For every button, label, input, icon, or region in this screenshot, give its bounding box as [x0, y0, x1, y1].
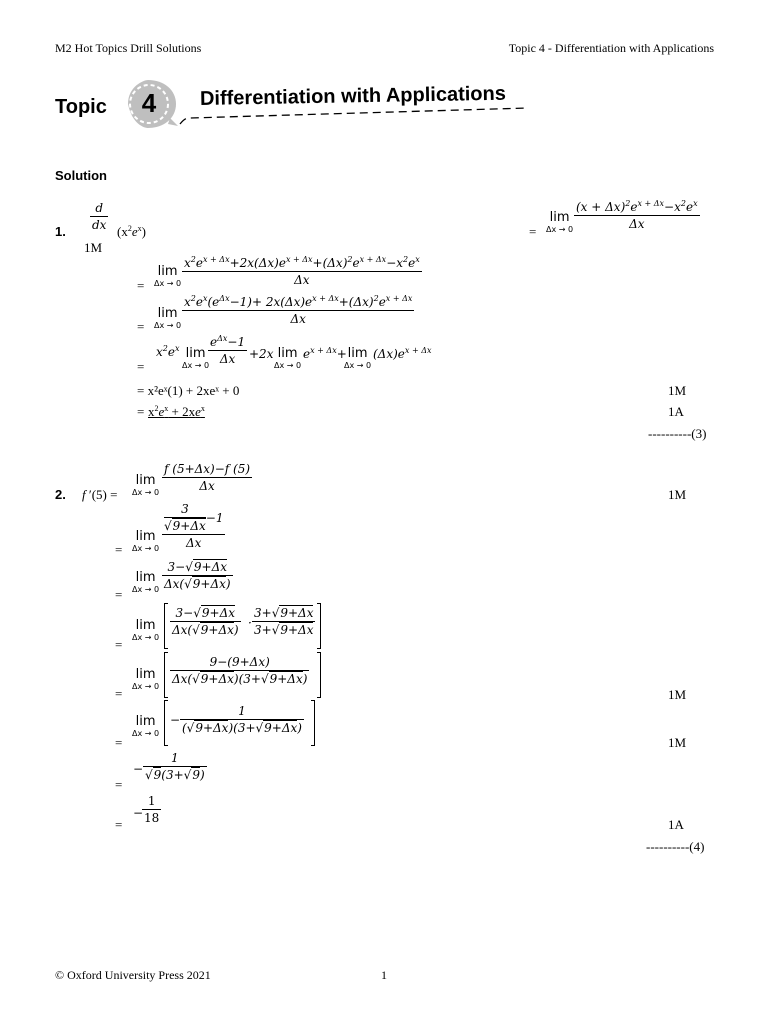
q2-step2-fraction: 3 √9+Δx −1 Δx — [164, 502, 224, 550]
topic-label: Topic — [55, 96, 107, 118]
q1-mark-3: 1A — [668, 404, 684, 419]
q1-number: 1. — [55, 224, 66, 239]
q1-step1-equals: = — [529, 224, 537, 239]
footer-page-number: 1 — [381, 968, 387, 982]
q2-step4-equals: = — [115, 637, 123, 652]
topic-title: Differentiation with Applications — [199, 82, 507, 110]
q1-step2-lim: lim Δx → 0 — [154, 264, 182, 288]
q2-step5-lim: lim Δx → 0 — [132, 667, 160, 691]
q1-final-a: = x²eˣ(1) + 2xeˣ + 0 — [137, 383, 240, 398]
q1-mark-2: 1M — [668, 383, 687, 398]
q1-step4-x2ex: $x^2e^x$ — [156, 344, 180, 359]
q2-step4-lim: lim Δx → 0 — [132, 618, 160, 642]
q2-number: 2. — [55, 487, 66, 502]
q1-step3-equals: = — [137, 319, 145, 334]
q1-step4-exdx: $e^{x + \Delta x}+$ — [303, 346, 347, 361]
q2-step1-fraction: f (5+Δx)−f (5) Δx — [164, 462, 251, 493]
q1-step1-lim: lim Δx → 0 — [546, 210, 574, 234]
q2-step4-fraction-a: 3−√9+Δx Δx(√9+Δx) — [172, 606, 239, 637]
q1-mark-1: 1M — [84, 240, 103, 255]
q2-step6-fraction: 1 (√9+Δx)(3+√9+Δx) — [182, 704, 302, 735]
q1-subtotal: ----------(3) — [648, 426, 707, 441]
q2-step4-fraction-b: 3+√9+Δx 3+√9+Δx — [254, 606, 314, 637]
q2-step3-fraction: 3−√9+Δx Δx(√9+Δx) — [164, 560, 231, 591]
q2-step6-bracket-left — [164, 700, 168, 746]
q1-step4-2x: +2x — [249, 347, 274, 361]
solution-heading: Solution — [55, 168, 107, 183]
q2-step4-bracket-left — [164, 603, 168, 649]
q2-step6-lim: lim Δx → 0 — [132, 714, 160, 738]
q2-step6-minus: − — [170, 713, 181, 727]
q2-step6-equals: = — [115, 735, 123, 750]
q2-mark-2: 1M — [668, 687, 687, 702]
q2-step6-bracket-right — [311, 700, 315, 746]
q1-step4-lim-a: lim Δx → 0 — [182, 346, 210, 370]
q1-step2-equals: = — [137, 278, 145, 293]
footer-copyright: © Oxford University Press 2021 — [55, 968, 211, 982]
q2-step8-fraction: 1 18 — [144, 794, 160, 825]
q1-step4-fraction: $e^{\Delta x}-1$ Δx — [210, 334, 246, 366]
q2-step1-lim: lim Δx → 0 — [132, 473, 160, 497]
q1-step3-lim: lim Δx → 0 — [154, 306, 182, 330]
q2-step7-fraction: 1 √9(3+√9) — [145, 751, 205, 782]
q2-step3-equals: = — [115, 587, 123, 602]
q2-step5-equals: = — [115, 686, 123, 701]
q1-final-b-eq: = — [137, 404, 145, 419]
q1-step4-lim-b: lim Δx → 0 — [274, 346, 302, 370]
q1-step2-fraction: $x^2e^{x + \Delta x}+2x(\Delta x)e^{x + \Delta x}+(\Delta x)^2e^{x + \Delta x}-x^2e^x$ Δx — [184, 255, 420, 287]
q1-step4-dxex: $(\Delta x)e^{x + \Delta x}$ — [373, 346, 432, 361]
q1-final-b: $x^2e^x + 2xe^x$ — [148, 404, 205, 419]
q2-step7-minus: − — [133, 762, 144, 776]
q2-subtotal: ----------(4) — [646, 839, 705, 854]
q2-step8-minus: − — [133, 806, 144, 820]
q1-step3-fraction: $x^2e^x(e^{\Delta x}-1)+ 2x(\Delta x)e^{x + \Delta x}+(\Delta x)^2e^{x + \Delta x}$ Δx — [184, 294, 413, 326]
topic-number: 4 — [141, 88, 157, 118]
header-left: M2 Hot Topics Drill Solutions — [55, 41, 202, 55]
q2-fprime: f ′(5) = — [82, 487, 118, 502]
q2-mark-3: 1M — [668, 735, 687, 750]
q2-mark-4: 1A — [668, 817, 684, 832]
q1-step1-fraction: $(x + \Delta x)^2e^{x + \Delta x}-x^2e^x$ Δx — [576, 199, 698, 231]
q2-step2-lim: lim Δx → 0 — [132, 529, 160, 553]
q2-step4-bracket-right — [317, 603, 321, 649]
q2-step5-bracket-right — [317, 652, 321, 698]
header-right: Topic 4 - Differentiation with Applications — [508, 41, 714, 55]
q1-d-dx: d dx — [92, 201, 107, 232]
q2-step2-equals: = — [115, 542, 123, 557]
q2-step3-lim: lim Δx → 0 — [132, 570, 160, 594]
q2-step8-equals: = — [115, 817, 123, 832]
q1-step4-equals: = — [137, 359, 145, 374]
q2-step4-dot: · — [248, 616, 252, 630]
q2-step5-fraction: 9−(9+Δx) Δx(√9+Δx)(3+√9+Δx) — [172, 655, 308, 686]
q2-mark-1: 1M — [668, 487, 687, 502]
q1-step4-lim-c: lim Δx → 0 — [344, 346, 372, 370]
q1-expression: $(x^2e^x)$ — [117, 224, 146, 239]
q2-step5-bracket-left — [164, 652, 168, 698]
q2-step7-equals: = — [115, 777, 123, 792]
